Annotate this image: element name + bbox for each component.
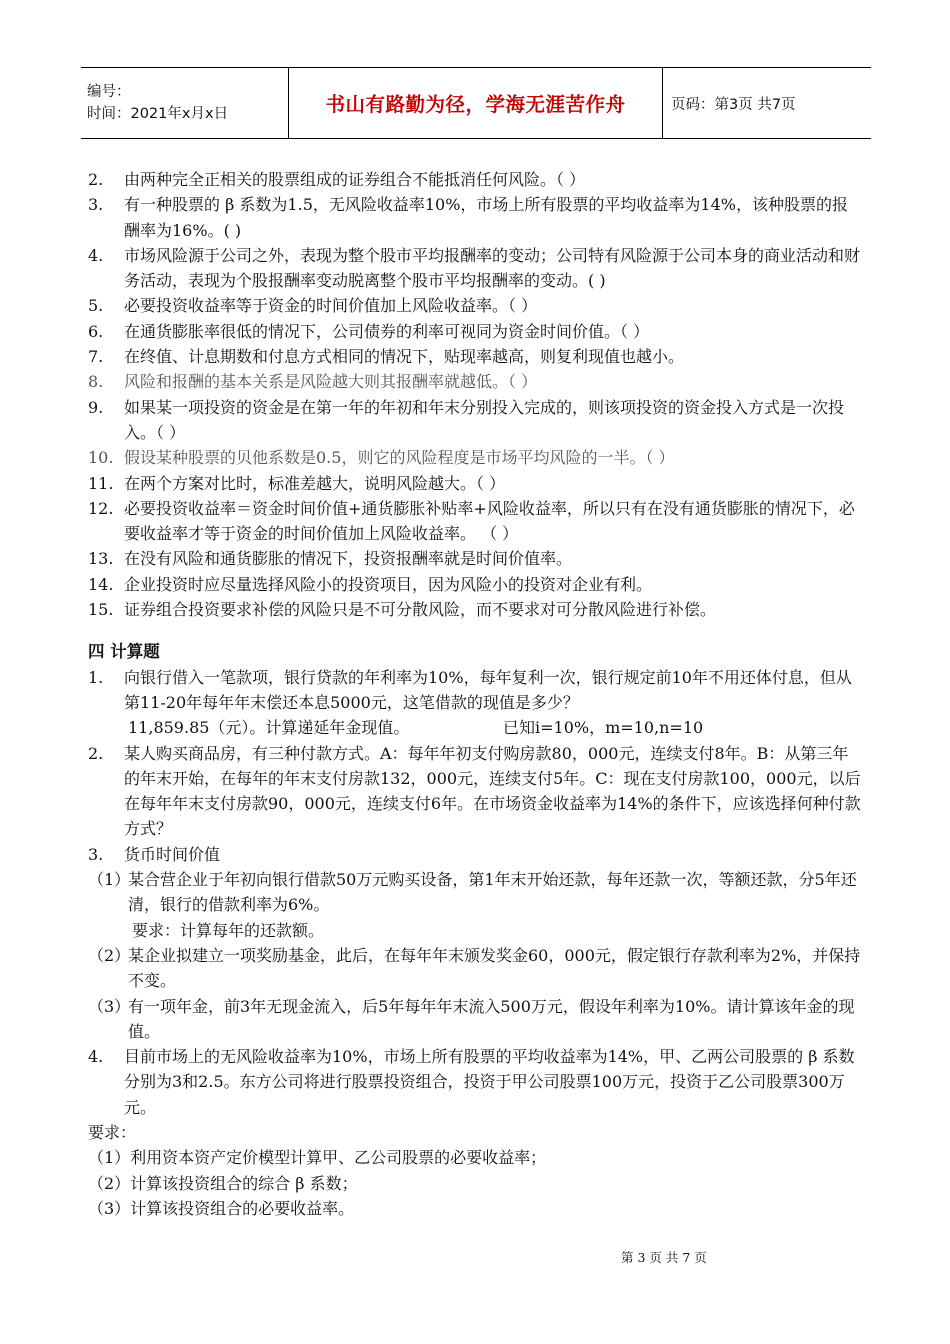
page-footer: 第 3 页 共 7 页 <box>621 1250 707 1265</box>
sub-question <box>88 994 863 1045</box>
item-text: 市场风险源于公司之外，表现为整个股市平均报酬率的变动；公司特有风险源于公司本身的商业活动和财务活动，表现为个股报酬率变动脱离整个股市平均报酬率的变动。( ) <box>124 245 861 291</box>
requirement-item: （3）计算该投资组合的必要收益率。 <box>88 1198 355 1218</box>
question-3 <box>88 842 863 867</box>
sub-question <box>88 943 863 994</box>
question-2 <box>88 741 863 842</box>
question-4 <box>88 1044 863 1120</box>
item-text: 有一种股票的 β 系数为1.5，无风险收益率10%，市场上所有股票的平均收益率为14%，该种股票的报酬率为16%。( ) <box>124 195 848 240</box>
item-number: 4. <box>88 1047 104 1067</box>
item-text: 风险和报酬的基本关系是风险越大则其报酬率就越低。（ ） <box>124 372 538 392</box>
item-text: 由两种完全正相关的股票组成的证券组合不能抵消任何风险。（ ） <box>124 170 586 189</box>
item-text: 在两个方案对比时，标准差越大，说明风险越大。（ ） <box>124 473 506 493</box>
answer-line <box>88 715 863 740</box>
page-header <box>81 67 871 139</box>
item-number: 12. <box>88 498 114 518</box>
list-item <box>88 293 863 318</box>
sub-label: （2） <box>88 945 131 965</box>
question-text: 某人购买商品房，有三种付款方式。A：每年年初支付购房款80，000元，连续支付8年。B：从第三年的年末开始，在每年的年末支付房款132，000元，连续支付5年。C：现在支付房款100，000元，以后在每年年末支付房款90，000元，连续支付6年。在市场资金收益率为14%的条件下，应该选择何种付款方式？ <box>124 743 861 839</box>
list-item <box>88 395 863 446</box>
requirement-label: 要求： <box>88 1122 137 1142</box>
list-item <box>88 344 863 369</box>
sub-text: 某合营企业于年初向银行借款50万元购买设备，第1年末开始还款，每年还款一次，等额还款，分5年还清，银行的借款利率为6%。 <box>128 870 857 915</box>
header-motto <box>289 68 663 138</box>
item-number: 13. <box>88 549 114 569</box>
given-text: 已知i=10%，m=10,n=10 <box>503 718 704 738</box>
list-item <box>88 597 863 622</box>
header-number: 编号： <box>87 84 131 100</box>
question-text: 货币时间价值 <box>124 844 221 864</box>
item-number: 8. <box>88 372 104 392</box>
question-text: 目前市场上的无风险收益率为10%，市场上所有股票的平均收益率为14%，甲、乙两公司股票的 β 系数分别为3和2.5。东方公司将进行股票投资组合，投资于甲公司股票100万元，投资于乙公司股票300万元。 <box>124 1047 855 1117</box>
list-item <box>88 369 863 394</box>
item-number: 5. <box>88 296 104 316</box>
question-1 <box>88 665 863 716</box>
item-number: 9. <box>88 397 104 417</box>
item-number: 4. <box>88 245 104 265</box>
item-text: 必要投资收益率等于资金的时间价值加上风险收益率。（ ） <box>124 296 538 316</box>
header-page-info <box>663 68 871 138</box>
list-item <box>88 445 863 470</box>
item-text: 在没有风险和通货膨胀的情况下，投资报酬率就是时间价值率。 <box>124 549 573 569</box>
requirement-item: （2）计算该投资组合的综合 β 系数； <box>88 1173 358 1193</box>
item-number: 1. <box>88 667 104 687</box>
item-text: 假设某种股票的贝他系数是0.5，则它的风险程度是市场平均风险的一半。（ ） <box>124 448 675 468</box>
list-item <box>88 167 863 192</box>
item-text: 企业投资时应尽量选择风险小的投资项目，因为风险小的投资对企业有利。 <box>124 574 653 594</box>
item-text: 必要投资收益率＝资金时间价值+通货膨胀补贴率+风险收益率，所以只有在没有通货膨胀的情况下，必要收益率才等于资金的时间价值加上风险收益率。 （ ） <box>124 498 855 544</box>
sub-question <box>88 867 863 918</box>
item-number: 11. <box>88 473 114 493</box>
item-number: 14. <box>88 574 114 594</box>
sub-text: 有一项年金，前3年无现金流入，后5年每年年末流入500万元，假设年利率为10%。请计算该年金的现值。 <box>128 996 855 1041</box>
list-item <box>88 471 863 496</box>
question-text: 向银行借入一笔款项，银行贷款的年利率为10%，每年复利一次，银行规定前10年不用还体付息，但从第11-20年每年年末偿还本息5000元，这笔借款的现值是多少？ <box>124 667 852 712</box>
requirement-item: （1）利用资本资产定价模型计算甲、乙公司股票的必要收益率； <box>88 1148 547 1168</box>
item-number: 2. <box>88 170 104 189</box>
item-text: 在终值、计息期数和付息方式相同的情况下，贴现率越高，则复利现值也越小。 <box>124 347 685 367</box>
sub-text: 某企业拟建立一项奖励基金，此后，在每年年末颁发奖金60，000元，假定银行存款利率为2%，并保持不变。 <box>128 945 861 991</box>
header-meta <box>81 68 289 138</box>
list-item <box>88 496 863 547</box>
list-item <box>88 243 863 294</box>
header-time: 时间：2021年x月x日 <box>87 106 229 122</box>
item-number: 7. <box>88 347 104 367</box>
answer-text: 11,859.85（元）。计算递延年金现值。 <box>128 718 410 738</box>
item-number: 3. <box>88 195 104 215</box>
item-number: 3. <box>88 844 104 864</box>
document-body <box>88 167 863 1221</box>
requirement: 要求：计算每年的还款额。 <box>132 920 325 940</box>
list-item <box>88 572 863 597</box>
page-info-text: 页码：第3页 共7页 <box>671 96 796 113</box>
list-item <box>88 546 863 571</box>
item-number: 15. <box>88 600 114 620</box>
item-text: 证券组合投资要求补偿的风险只是不可分散风险，而不要求对可分散风险进行补偿。 <box>124 600 717 620</box>
item-number: 2. <box>88 743 104 763</box>
item-number: 10. <box>88 448 114 468</box>
item-text: 如果某一项投资的资金是在第一年的年初和年末分别投入完成的，则该项投资的资金投入方式是一次投入。（ ） <box>124 397 845 442</box>
motto-text: 书山有路勤为径，学海无涯苦作舟 <box>325 93 626 116</box>
section-title: 四 计算题 <box>88 642 160 662</box>
sub-label: （3） <box>88 996 131 1016</box>
item-text: 在通货膨胀率很低的情况下，公司债券的利率可视同为资金时间价值。（ ） <box>124 321 650 341</box>
sub-label: （1） <box>88 870 131 890</box>
list-item <box>88 192 863 243</box>
item-number: 6. <box>88 321 104 341</box>
list-item <box>88 319 863 344</box>
